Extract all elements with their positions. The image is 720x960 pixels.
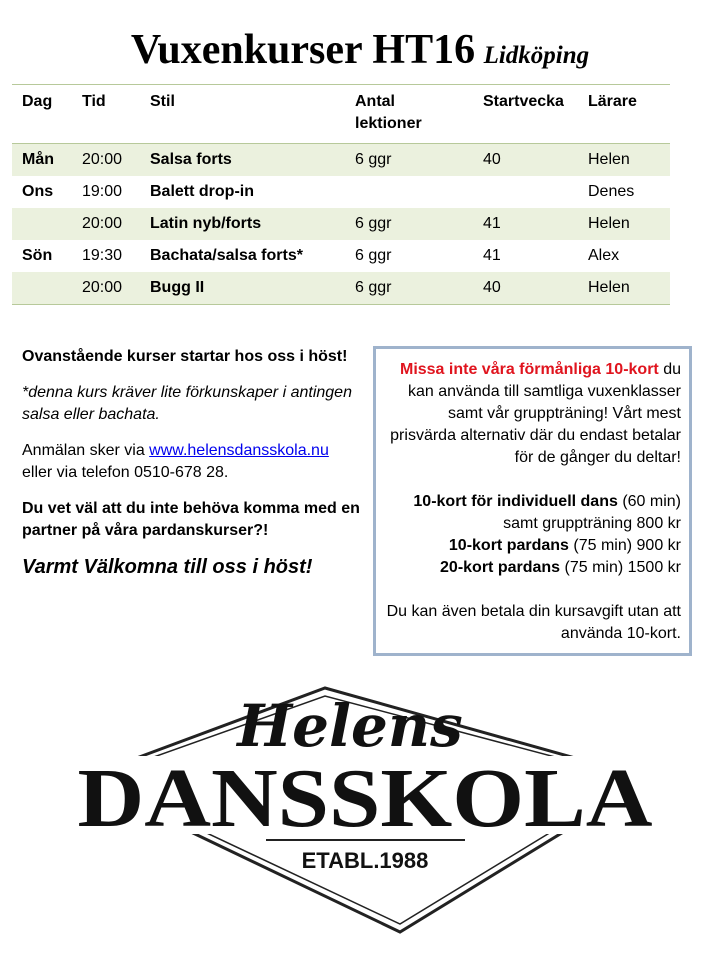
signup-info <box>22 440 362 484</box>
cell-start-week: 41 <box>473 208 578 240</box>
logo-main-text: DANSSKOLA <box>77 752 653 845</box>
cell-style: Balett drop-in <box>150 183 254 200</box>
offer-highlight: Missa inte våra förmånliga 10-kort <box>399 361 659 378</box>
page-title <box>0 26 720 74</box>
title-main: Vuxenkurser HT16 <box>130 27 476 73</box>
course-info <box>22 346 362 592</box>
cell-time: 19:30 <box>82 247 123 264</box>
price-1-detail: (60 min) samt gruppträning 800 kr <box>503 493 681 532</box>
header-start-week: Startvecka <box>473 85 578 144</box>
partner-note: Du vet väl att du inte behöva komma med en partner på våra pardanskurser?! <box>22 500 360 539</box>
price-2-name: 10-kort pardans <box>448 537 569 554</box>
welcome-message: Varmt Välkomna till oss i höst! <box>22 556 313 578</box>
prerequisite-note: *denna kurs kräver lite förkunskaper i antingen salsa eller bachata. <box>22 384 352 423</box>
offer-footer: Du kan även betala din kursavgift utan att använda 10-kort. <box>386 603 681 642</box>
website-link[interactable]: www.helensdansskola.nu <box>149 442 329 459</box>
price-3-name: 20-kort pardans <box>440 559 561 576</box>
cell-time: 19:00 <box>82 183 123 200</box>
cell-start-week: 41 <box>483 247 501 264</box>
table-row <box>12 208 670 240</box>
cell-lesson-count: 6 ggr <box>345 272 473 305</box>
cell-style: Latin nyb/forts <box>140 208 345 240</box>
cell-day: Mån <box>12 144 72 177</box>
punch-card-offer-box <box>373 346 692 656</box>
cell-teacher: Helen <box>578 272 670 305</box>
cell-lesson-count: 6 ggr <box>355 247 392 264</box>
cell-lesson-count: 6 ggr <box>345 208 473 240</box>
cell-teacher: Alex <box>588 247 620 264</box>
cell-teacher: Helen <box>578 208 670 240</box>
cell-time: 20:00 <box>72 272 140 305</box>
cell-time: 20:00 <box>72 144 140 177</box>
cell-style: Bugg II <box>140 272 345 305</box>
cell-style: Salsa forts <box>140 144 345 177</box>
cell-day: Ons <box>22 183 54 200</box>
signup-suffix: eller via telefon 0510-678 28. <box>22 464 229 481</box>
cell-teacher: Denes <box>588 183 635 200</box>
table-row <box>12 144 670 177</box>
price-1-name: 10-kort för individuell dans <box>413 493 618 510</box>
signup-prefix: Anmälan sker via <box>22 442 150 459</box>
cell-start-week <box>473 176 578 208</box>
cell-day <box>12 208 72 240</box>
price-2-detail: (75 min) 900 kr <box>568 537 681 554</box>
logo-established: ETABL.1988 <box>301 848 429 873</box>
offer-intro <box>386 359 681 469</box>
title-location: Lidköping <box>483 42 590 69</box>
course-schedule-table <box>12 84 670 305</box>
start-note: Ovanstående kurser startar hos oss i höst! <box>22 348 348 365</box>
cell-teacher: Helen <box>578 144 670 177</box>
cell-style: Bachata/salsa forts* <box>150 247 303 264</box>
offer-body: du kan använda till samtliga vuxenklasser samt vår gruppträning! Vårt mest prisvärda alternativ där du endast betalar för de gånger du deltar! <box>390 361 681 466</box>
dansskola-logo <box>70 684 660 934</box>
cell-lesson-count: 6 ggr <box>345 144 473 177</box>
table-row <box>12 272 670 305</box>
cell-start-week: 40 <box>473 144 578 177</box>
table-row <box>12 240 670 272</box>
cell-day: Sön <box>22 247 53 264</box>
price-list <box>386 491 681 579</box>
price-3-detail: (75 min) 1500 kr <box>560 559 681 576</box>
header-lesson-count: Antal lektioner <box>345 85 473 144</box>
header-time: Tid <box>72 85 140 144</box>
header-day: Dag <box>12 85 72 144</box>
table-row <box>12 176 670 208</box>
table-header-row <box>12 85 670 144</box>
logo-script-text: Helens <box>237 692 463 760</box>
cell-lesson-count <box>345 176 473 208</box>
header-teacher: Lärare <box>578 85 670 144</box>
cell-day <box>12 272 72 305</box>
header-style: Stil <box>140 85 345 144</box>
cell-start-week: 40 <box>473 272 578 305</box>
cell-time: 20:00 <box>72 208 140 240</box>
